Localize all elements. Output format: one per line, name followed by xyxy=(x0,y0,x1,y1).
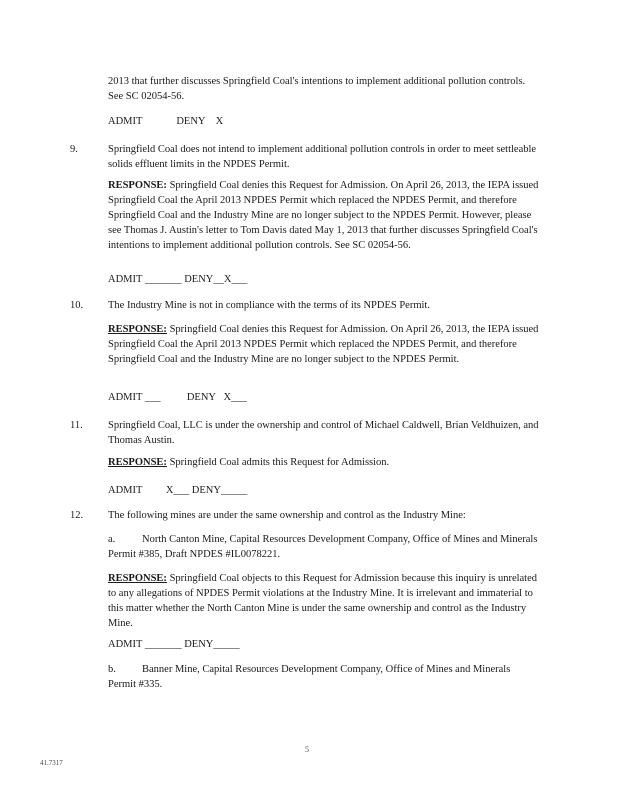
response-label: RESPONSE: xyxy=(108,573,167,584)
response-paragraph xyxy=(108,571,540,631)
response-label: RESPONSE: xyxy=(108,180,167,191)
sub-item-text: Banner Mine, Capital Resources Development Company, Office of Mines and Minerals Permit #335. xyxy=(108,664,511,690)
admit-deny-line: ADMIT _______ DENY_____ xyxy=(108,639,240,650)
response-text: Springfield Coal objects to this Request for Admission because this inquiry is unrelated to any allegations of NPDES Permit violations at the Industry Mine. It is irrelevant and immaterial to this matter whether the North Canton Mine is under the same ownership and control as the Industry Mine. xyxy=(108,573,538,629)
response-paragraph xyxy=(108,178,540,253)
item-number: 12. xyxy=(70,510,84,521)
response-label: RESPONSE: xyxy=(108,457,167,468)
item-text: Springfield Coal does not intend to implement additional pollution controls in order to meet settleable solids effluent limits in the NPDES Permit. xyxy=(108,144,537,170)
page-number: 5 xyxy=(305,745,309,754)
response-text: Springfield Coal admits this Request for Admission. xyxy=(166,457,390,468)
sub-item-label: b. xyxy=(108,664,116,675)
sub-item-a xyxy=(108,532,540,562)
item-number: 10. xyxy=(70,300,84,311)
response-paragraph xyxy=(108,455,540,470)
item-number: 11. xyxy=(70,420,83,431)
sub-item-text: North Canton Mine, Capital Resources Development Company, Office of Mines and Minerals Permit #385, Draft NPDES #IL0078221. xyxy=(108,534,538,560)
item-text: The following mines are under the same ownership and control as the Industry Mine: xyxy=(108,510,466,521)
item-number: 9. xyxy=(70,144,78,155)
continuation-paragraph: 2013 that further discusses Springfield Coal's intentions to implement additional pollution controls. See SC 02054-56. xyxy=(108,76,526,102)
sub-item-label: a. xyxy=(108,534,116,545)
item-text: Springfield Coal, LLC is under the ownership and control of Michael Caldwell, Brian Veldhuizen, and Thomas Austin. xyxy=(108,420,539,446)
admit-deny-line: ADMIT X___ DENY_____ xyxy=(108,485,248,496)
admit-deny-line: ADMIT _______ DENY__X___ xyxy=(108,274,248,285)
response-label: RESPONSE: xyxy=(108,324,167,335)
footer-code: 41.7317 xyxy=(40,759,63,767)
item-text: The Industry Mine is not in compliance with the terms of its NPDES Permit. xyxy=(108,300,430,311)
response-text: Springfield Coal denies this Request for Admission. On April 26, 2013, the IEPA issued Springfield Coal the April 2013 NPDES Permit which replaced the NPDES Permit, and therefore Springfield Coal and the Industry Mine are no longer subject to the NPDES Permit. However, please see Thomas J. Austin's letter to Tom Davis dated May 1, 2013 that further discusses Springfield Coal's intentions to implement additional pollution controls. See SC 02054-56. xyxy=(108,180,539,251)
response-paragraph xyxy=(108,322,540,367)
admit-deny-line: ADMIT ___ DENY X___ xyxy=(108,392,247,403)
admit-deny-line: ADMIT DENY X xyxy=(108,116,224,127)
sub-item-b xyxy=(108,662,540,692)
response-text: Springfield Coal denies this Request for Admission. On April 26, 2013, the IEPA issued Springfield Coal the April 2013 NPDES Permit which replaced the NPDES Permit, and therefore Springfield Coal and the Industry Mine are no longer subject to the NPDES Permit. xyxy=(108,324,539,365)
